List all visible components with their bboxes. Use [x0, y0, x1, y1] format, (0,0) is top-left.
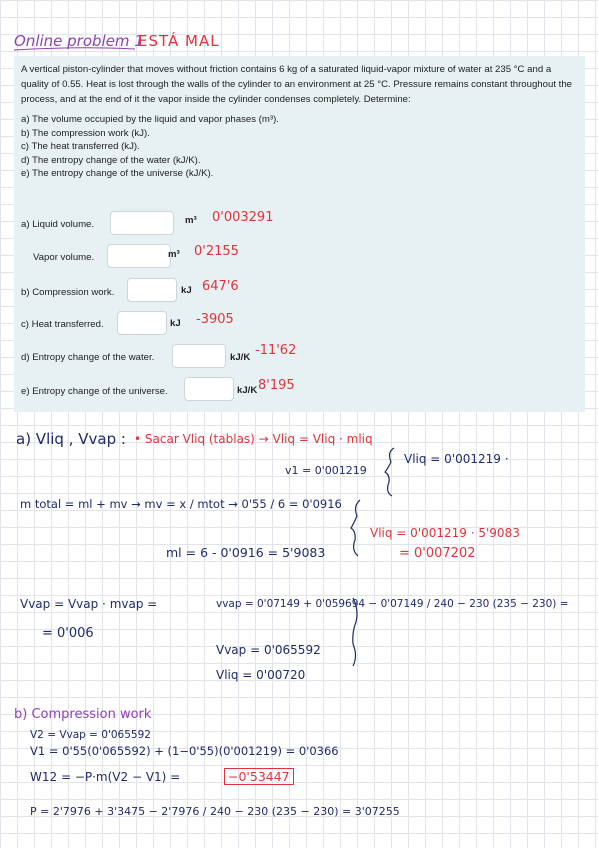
- note-mass-balance: m total = ml + mv → mv = x / mtot → 0'55 / 6 = 0'0916: [20, 497, 342, 511]
- note-a-vliq-eq: Vliq = 0'001219 ·: [404, 452, 509, 466]
- problem-statement: A vertical piston-cylinder that moves without friction contains 6 kg of a saturated liquid-vapor mixture of water at 235 °C and a quality of 0.55. Heat is lost through the walls of the cylinder to an environment at 25 °C. Pressure remains constant throughout the process, and at the end of it the vapor inside the cylinder condenses completely. Determine:: [21, 64, 572, 105]
- entropy-water-unit: kJ/K: [230, 352, 251, 363]
- note-vliq-result: Vliq = 0'00720: [216, 668, 306, 682]
- question-a: a) The volume occupied by the liquid and vapor phases (m³).: [21, 114, 279, 125]
- heat-transferred-label: c) Heat transferred.: [21, 319, 104, 330]
- entropy-universe-unit: kJ/K: [237, 385, 258, 396]
- note-b-v2: V2 = Vvap = 0'065592: [30, 729, 151, 741]
- entropy-universe-label: e) Entropy change of the universe.: [21, 386, 168, 397]
- brace-3: [353, 598, 357, 666]
- compression-work-label: b) Compression work.: [21, 287, 115, 298]
- note-a-heading: a) Vliq , Vvap :: [16, 430, 126, 448]
- liquid-volume-unit: m³: [185, 215, 197, 226]
- note-vvap-left-1: Vvap = Vvap · mvap =: [20, 597, 158, 611]
- liquid-volume-answer: 0'003291: [212, 210, 274, 225]
- heat-transferred-unit: kJ: [170, 318, 181, 329]
- note-vliq-red-2: = 0'007202: [399, 546, 476, 561]
- question-e: e) The entropy change of the universe (kJ/K).: [21, 168, 214, 179]
- title-underline: [14, 48, 135, 50]
- note-ml: ml = 6 - 0'0916 = 5'9083: [166, 545, 326, 560]
- brace-1: [385, 448, 394, 496]
- liquid-volume-label: a) Liquid volume.: [21, 219, 95, 230]
- note-b-w12-result: −0'53447: [224, 768, 294, 785]
- entropy-water-label: d) Entropy change of the water.: [21, 352, 155, 363]
- note-b-v1: V1 = 0'55(0'065592) + (1−0'55)(0'001219) = 0'0366: [30, 744, 339, 758]
- note-vvap-result: Vvap = 0'065592: [216, 643, 321, 657]
- compression-work-answer: 647'6: [202, 279, 239, 294]
- note-b-heading: b) Compression work: [14, 707, 152, 722]
- question-b: b) The compression work (kJ).: [21, 127, 150, 139]
- vapor-volume-unit: m³: [168, 249, 180, 260]
- entropy-water-answer: -11'62: [255, 343, 297, 358]
- vapor-volume-answer: 0'2155: [194, 244, 239, 259]
- compression-work-unit: kJ: [181, 285, 192, 296]
- note-status: ESTÁ MAL: [138, 32, 220, 50]
- question-d: d) The entropy change of the water (kJ/K).: [21, 154, 201, 166]
- note-b-pressure: P = 2'7976 + 3'3475 − 2'7976 / 240 − 230 (235 − 230) = 3'07255: [30, 805, 400, 818]
- note-vliq-red-1: Vliq = 0'001219 · 5'9083: [370, 526, 520, 540]
- vapor-volume-label: Vapor volume.: [33, 252, 95, 263]
- note-vvap-left-2: = 0'006: [42, 626, 94, 641]
- note-a-sacar: • Sacar Vliq (tablas) → Vliq = Vliq · mliq: [134, 432, 373, 446]
- note-title: Online problem 1: [14, 32, 144, 50]
- note-a-v1: v1 = 0'001219: [285, 464, 367, 477]
- heat-transferred-answer: -3905: [196, 312, 234, 327]
- entropy-universe-answer: 8'195: [258, 378, 295, 393]
- note-interpolation-a: vvap = 0'07149 + 0'059694 − 0'07149 / 240 − 230 (235 − 230) =: [216, 598, 569, 610]
- brace-2: [351, 500, 360, 556]
- question-c: c) The heat transferred (kJ).: [21, 141, 140, 152]
- note-b-w12: W12 = −P·m(V2 − V1) =: [30, 770, 181, 784]
